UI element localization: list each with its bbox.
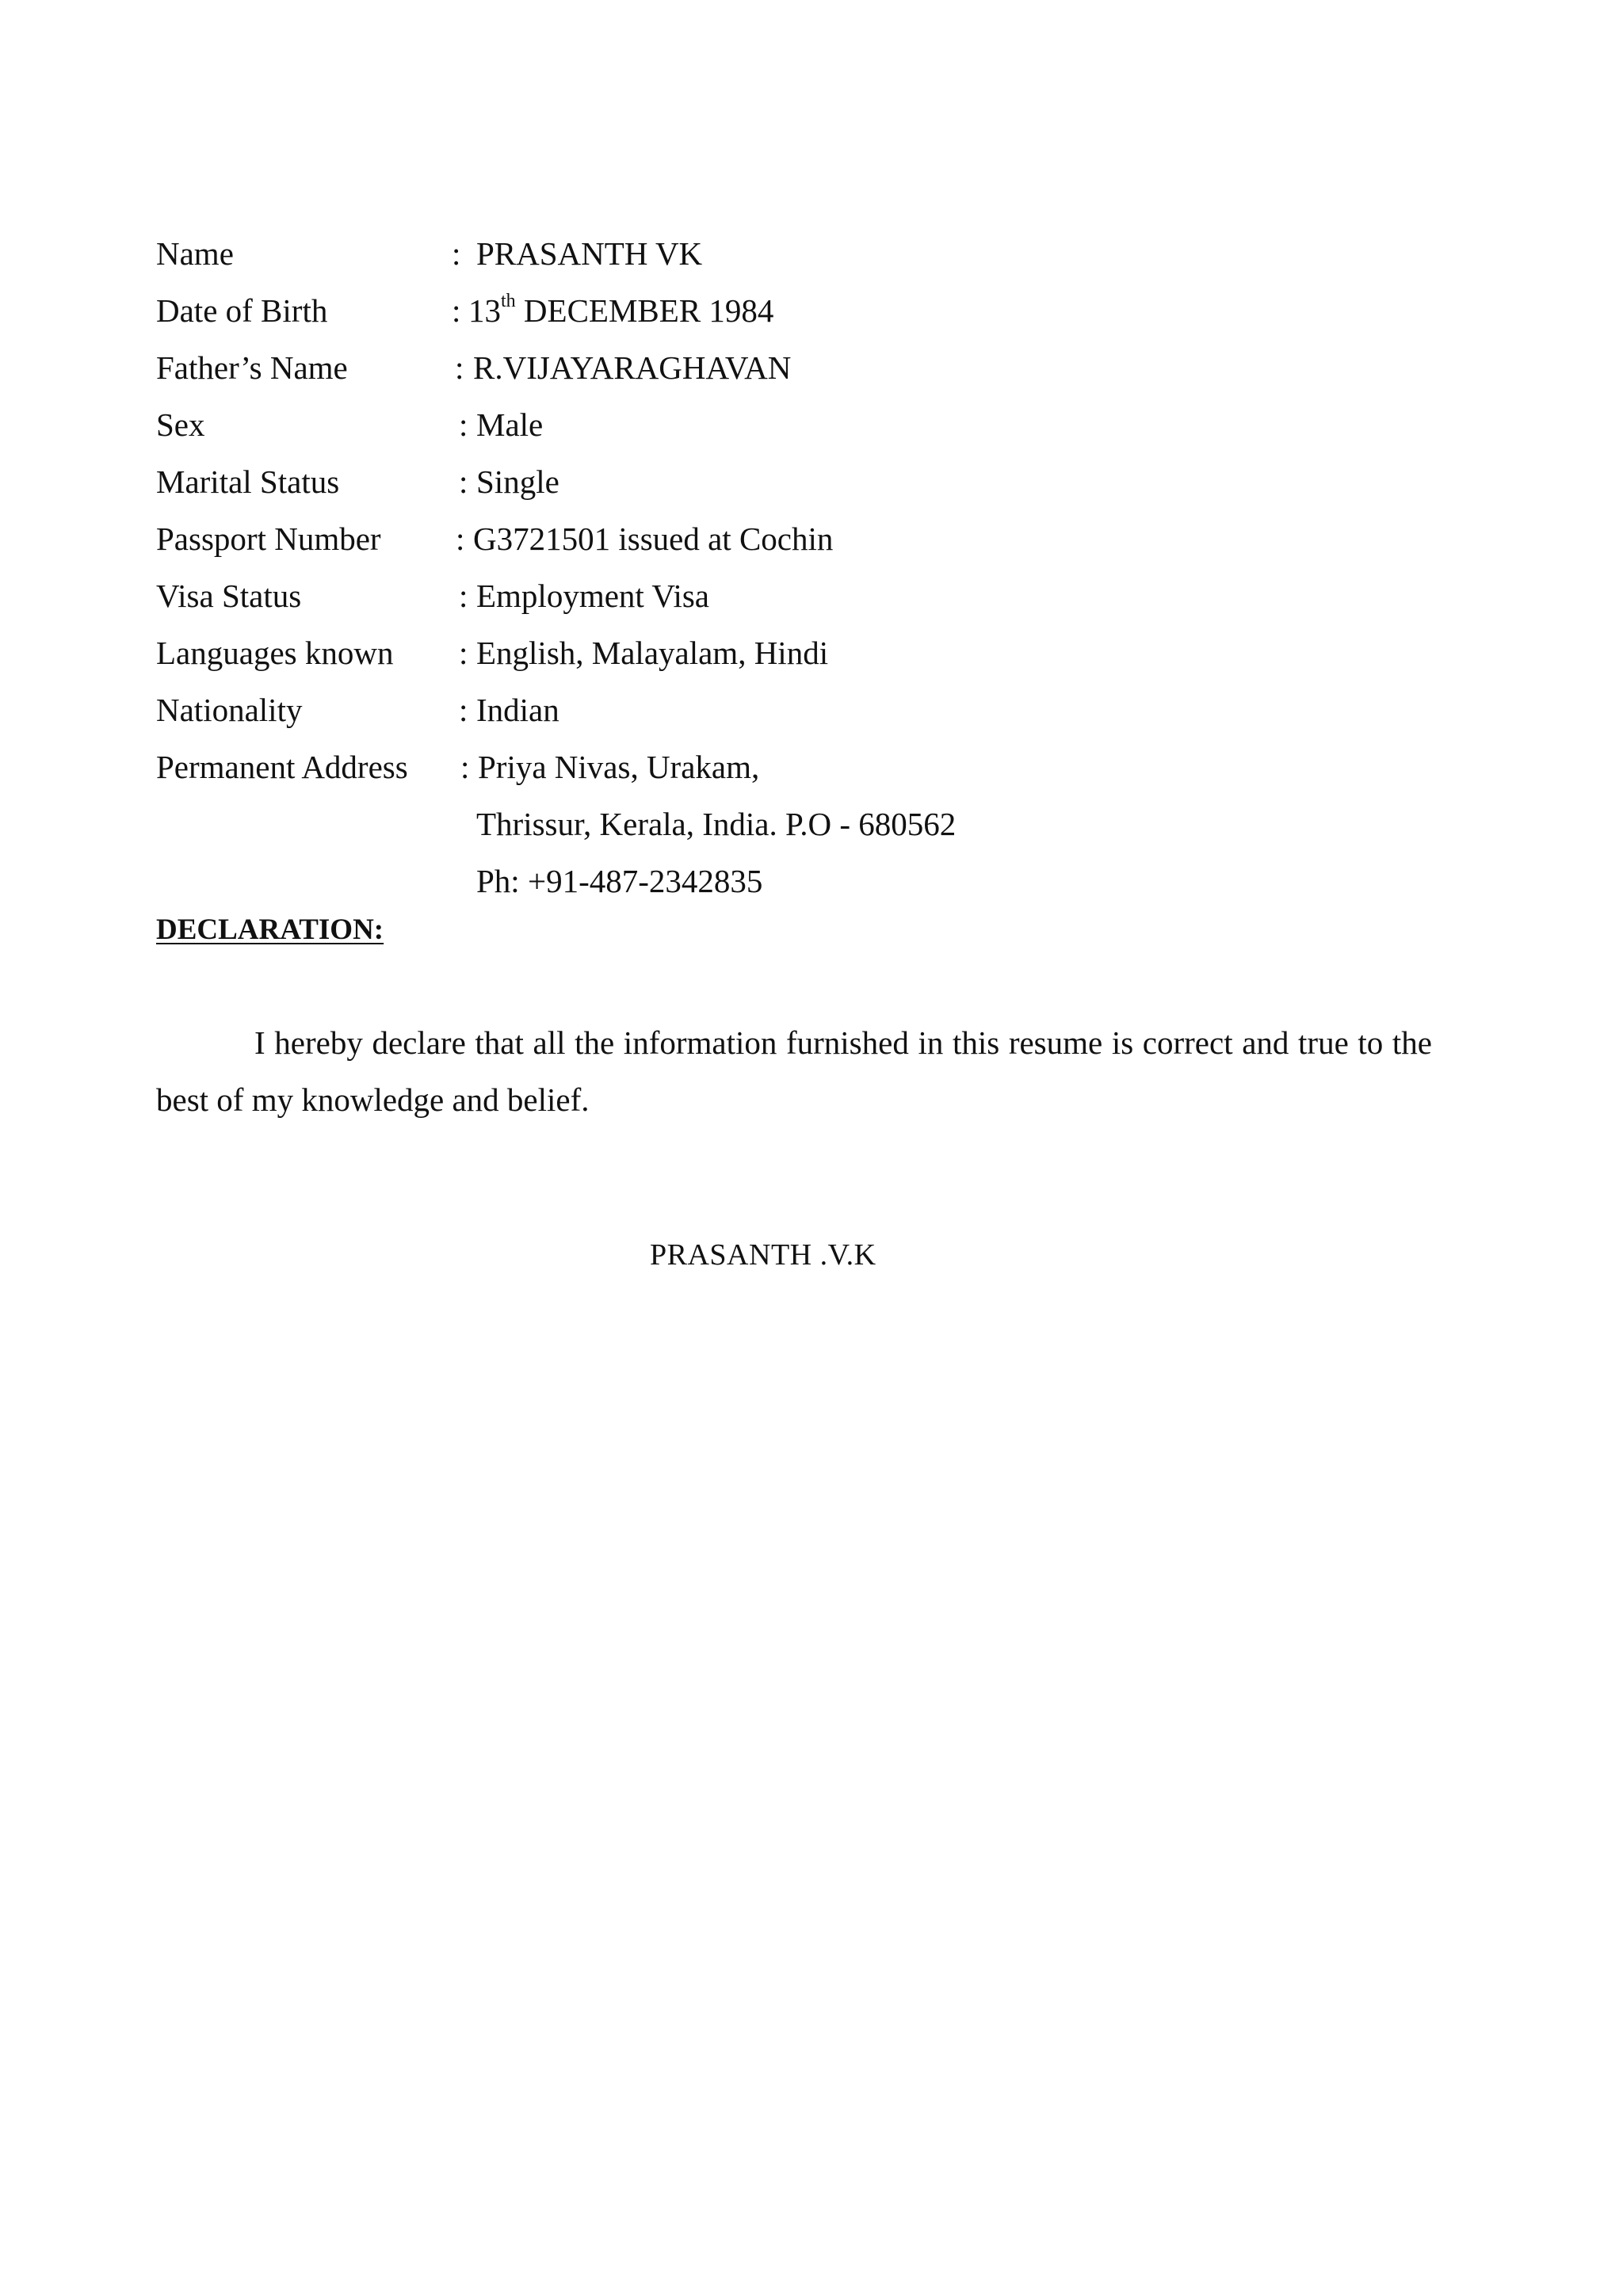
detail-value: G3721501 issued at Cochin — [473, 521, 834, 557]
detail-label: Languages known — [156, 635, 394, 671]
detail-label: Passport Number — [156, 521, 381, 557]
detail-label: Marital Status — [156, 463, 340, 500]
detail-separator: : — [452, 292, 461, 329]
detail-separator: : — [459, 406, 468, 443]
detail-separator: : — [452, 235, 461, 272]
address-line-2 — [156, 800, 1503, 857]
detail-value: Male — [476, 406, 544, 443]
address-continuation: Thrissur, Kerala, India. P.O - 680562 — [476, 806, 957, 842]
detail-row-date-of-birth — [156, 287, 1503, 344]
detail-value: Indian — [476, 692, 559, 728]
detail-separator: : — [460, 749, 470, 785]
detail-separator: : — [459, 692, 468, 728]
detail-value: English, Malayalam, Hindi — [476, 635, 829, 671]
address-line-3 — [156, 857, 1503, 914]
detail-row-languages-known — [156, 629, 1503, 686]
birth-day: 13 — [468, 292, 501, 329]
detail-label: Visa Status — [156, 578, 302, 614]
declaration-heading: DECLARATION: — [156, 913, 384, 946]
detail-value: Single — [476, 463, 559, 500]
declaration-text: I hereby declare that all the information furnished in this resume is correct and true to the best of my knowledge and belief. — [156, 1024, 1432, 1118]
detail-label: Date of Birth — [156, 292, 328, 329]
birth-month-year: DECEMBER 1984 — [523, 292, 774, 329]
birth-day-suffix: th — [501, 291, 516, 312]
detail-separator: : — [455, 349, 464, 386]
detail-row-visa-status — [156, 572, 1503, 629]
detail-label: Sex — [156, 406, 205, 443]
detail-value: PRASANTH VK — [476, 235, 703, 272]
signature-name: PRASANTH .V.K — [650, 1238, 876, 1272]
personal-details — [156, 230, 1503, 914]
detail-row-nationality — [156, 686, 1503, 743]
detail-separator: : — [459, 578, 468, 614]
detail-row-sex — [156, 401, 1503, 458]
detail-separator: : — [459, 635, 468, 671]
detail-row-permanent-address — [156, 743, 1503, 800]
detail-label: Name — [156, 235, 234, 272]
detail-value: R.VIJAYARAGHAVAN — [473, 349, 792, 386]
detail-separator: : — [456, 521, 465, 557]
detail-value: Employment Visa — [476, 578, 710, 614]
detail-value — [468, 287, 773, 334]
detail-label: Permanent Address — [156, 749, 408, 785]
detail-label: Father’s Name — [156, 349, 348, 386]
detail-row-fathers-name — [156, 344, 1503, 401]
detail-row-marital-status — [156, 458, 1503, 515]
detail-separator: : — [459, 463, 468, 500]
detail-label: Nationality — [156, 692, 303, 728]
address-phone: Ph: +91-487-2342835 — [476, 863, 763, 899]
detail-row-passport-number — [156, 515, 1503, 572]
detail-row-name — [156, 230, 1503, 287]
detail-value: Priya Nivas, Urakam, — [478, 749, 760, 785]
